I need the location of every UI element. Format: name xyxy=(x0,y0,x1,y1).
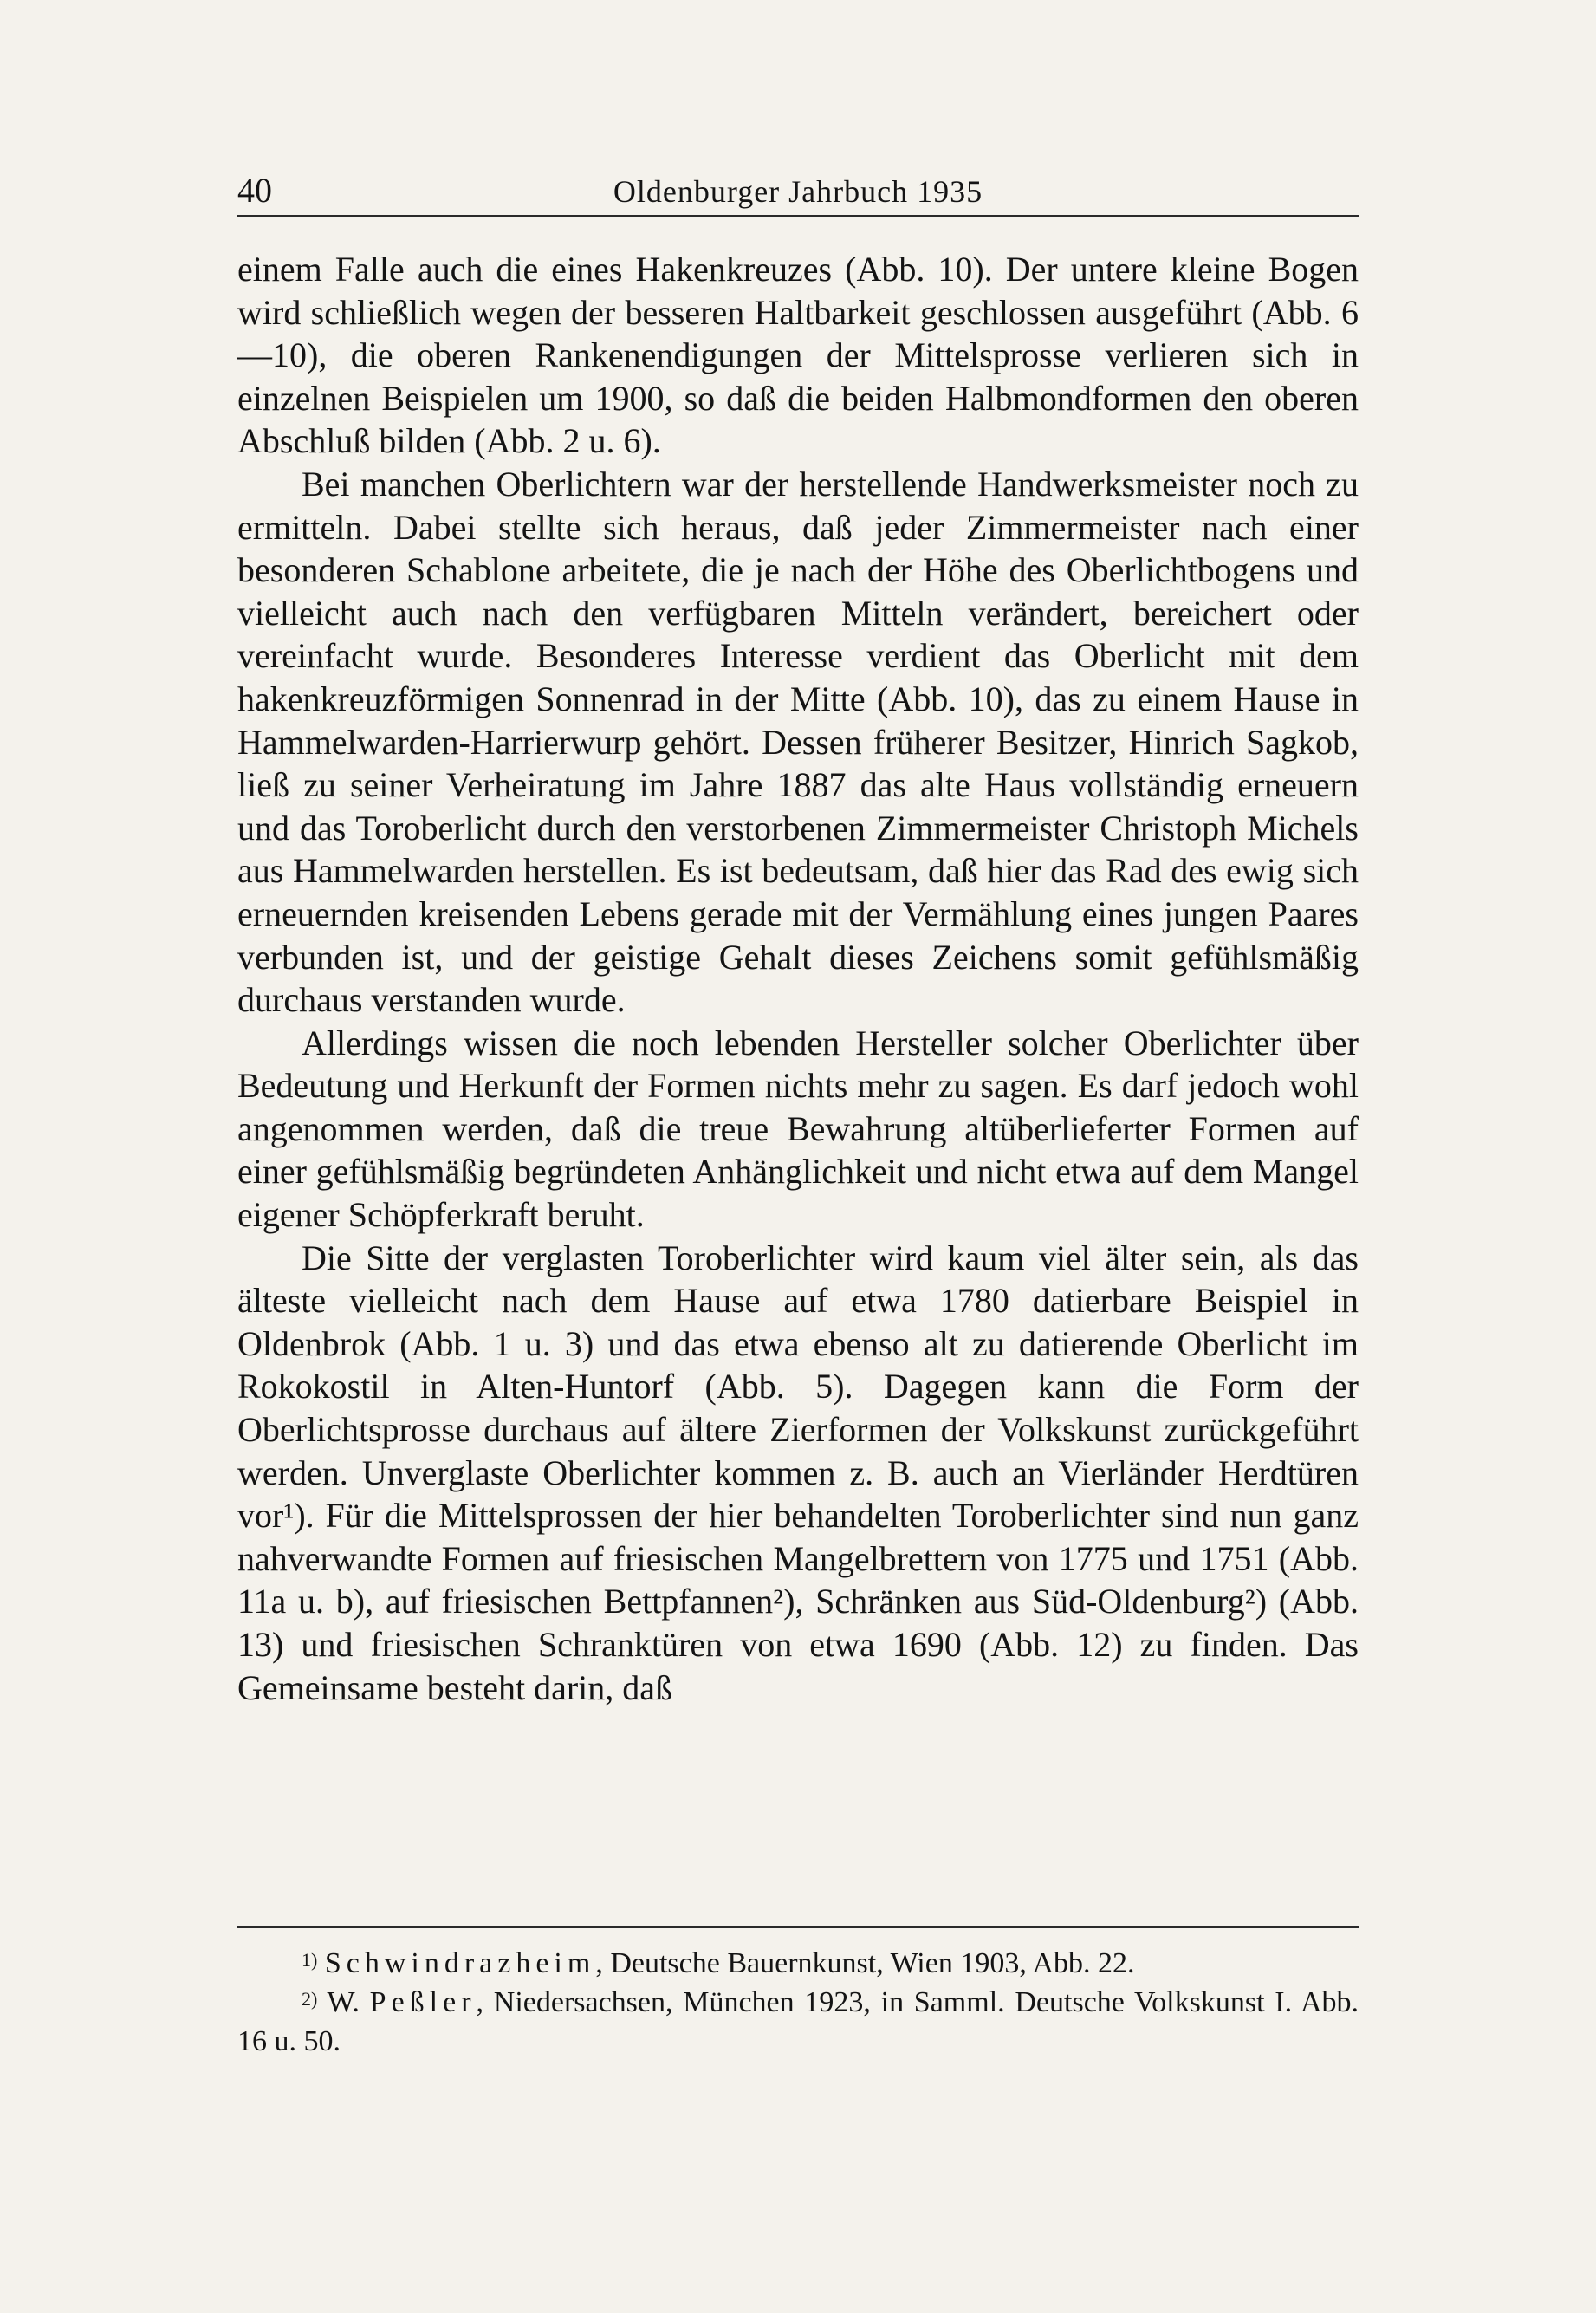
footnote xyxy=(237,1944,1359,1983)
footnotes xyxy=(237,1944,1359,2061)
footnote-marker: 2) xyxy=(302,1988,318,2010)
footnote-text: , Deutsche Bauernkunst, Wien 1903, Abb. 22. xyxy=(595,1947,1135,1979)
footnote-author: Schwindrazheim xyxy=(324,1947,596,1979)
page-number: 40 xyxy=(237,171,272,210)
footnote-author: Peßler xyxy=(369,1986,477,2018)
footnote-marker: 1) xyxy=(302,1949,318,1971)
paragraph: Die Sitte der verglasten Toroberlichter wird kaum viel älter sein, als das älteste vielleicht nach dem Hause auf etwa 1780 datierbare Beispiel in Oldenbrok (Abb. 1 u. 3) und das etwa ebenso alt zu datierende Oberlicht im Rokokostil in Alten-Huntorf (Abb. 5). Dagegen kann die Form der Oberlichtsprosse durchaus auf ältere Zierformen der Volkskunst zurückgeführt werden. Unverglaste Oberlichter kommen z. B. auch an Vierländer Herdtüren vor¹). Für die Mittelsprossen der hier behandelten Toroberlichter sind nun ganz nahverwandte Formen auf friesischen Mangelbrettern von 1775 und 1751 (Abb. 11a u. b), auf friesischen Bettpfannen²), Schränken aus Süd-Oldenburg²) (Abb. 13) und friesischen Schranktüren von etwa 1690 (Abb. 12) zu finden. Das Gemeinsame besteht darin, daß xyxy=(237,1238,1359,1707)
paragraph: Allerdings wissen die noch lebenden Hersteller solcher Oberlichter über Bedeutung und Herkunft der Formen nichts mehr zu sagen. Es darf jedoch wohl angenommen werden, daß die treue Bewahrung altüberlieferter Formen auf einer gefühlsmäßig begründeten Anhänglichkeit und nicht etwa auf dem Mangel eigener Schöpferkraft beruht. xyxy=(237,1023,1359,1235)
footnote-divider xyxy=(237,1926,1359,1928)
body-text xyxy=(237,248,1359,1709)
page-header xyxy=(237,170,1359,217)
footnote xyxy=(237,1983,1359,2061)
paragraph: Bei manchen Oberlichtern war der herstellende Handwerksmeister noch zu ermitteln. Dabei stellte sich heraus, daß jeder Zimmermeister nach einer besonderen Schablone arbeitete, die je nach der Höhe des Oberlichtbogens und vielleicht auch nach den verfügbaren Mitteln verändert, bereichert oder vereinfacht wurde. Besonderes Interesse verdient das Oberlicht mit dem hakenkreuzförmigen Sonnenrad in der Mitte (Abb. 10), das zu einem Hause in Hammelwarden-Harrierwurp gehört. Dessen früherer Besitzer, Hinrich Sagkob, ließ zu seiner Verheiratung im Jahre 1887 das alte Haus vollständig erneuern und das Toroberlicht durch den verstorbenen Zimmermeister Christoph Michels aus Hammelwarden herstellen. Es ist bedeutsam, daß hier das Rad des ewig sich erneuernden kreisenden Lebens gerade mit der Vermählung eines jungen Paares verbunden ist, und der geistige Gehalt dieses Zeichens somit gefühlsmäßig durchaus verstanden wurde. xyxy=(237,464,1359,1020)
footnote-author-prefix: W. xyxy=(327,1986,370,2018)
footnote-text: , Niedersachsen, München 1923, in Samml. Deutsche Volkskunst I. Abb. 16 u. 50. xyxy=(237,1986,1359,2057)
running-title: Oldenburger Jahrbuch 1935 xyxy=(613,174,983,209)
paragraph: einem Falle auch die eines Hakenkreuzes (Abb. 10). Der untere kleine Bogen wird schließlich wegen der besseren Haltbarkeit geschlossen ausgeführt (Abb. 6—10), die oberen Rankenendigungen der Mittelsprosse verlieren sich in einzelnen Beispielen um 1900, so daß die beiden Halbmondformen den oberen Abschluß bilden (Abb. 2 u. 6). xyxy=(237,250,1359,461)
